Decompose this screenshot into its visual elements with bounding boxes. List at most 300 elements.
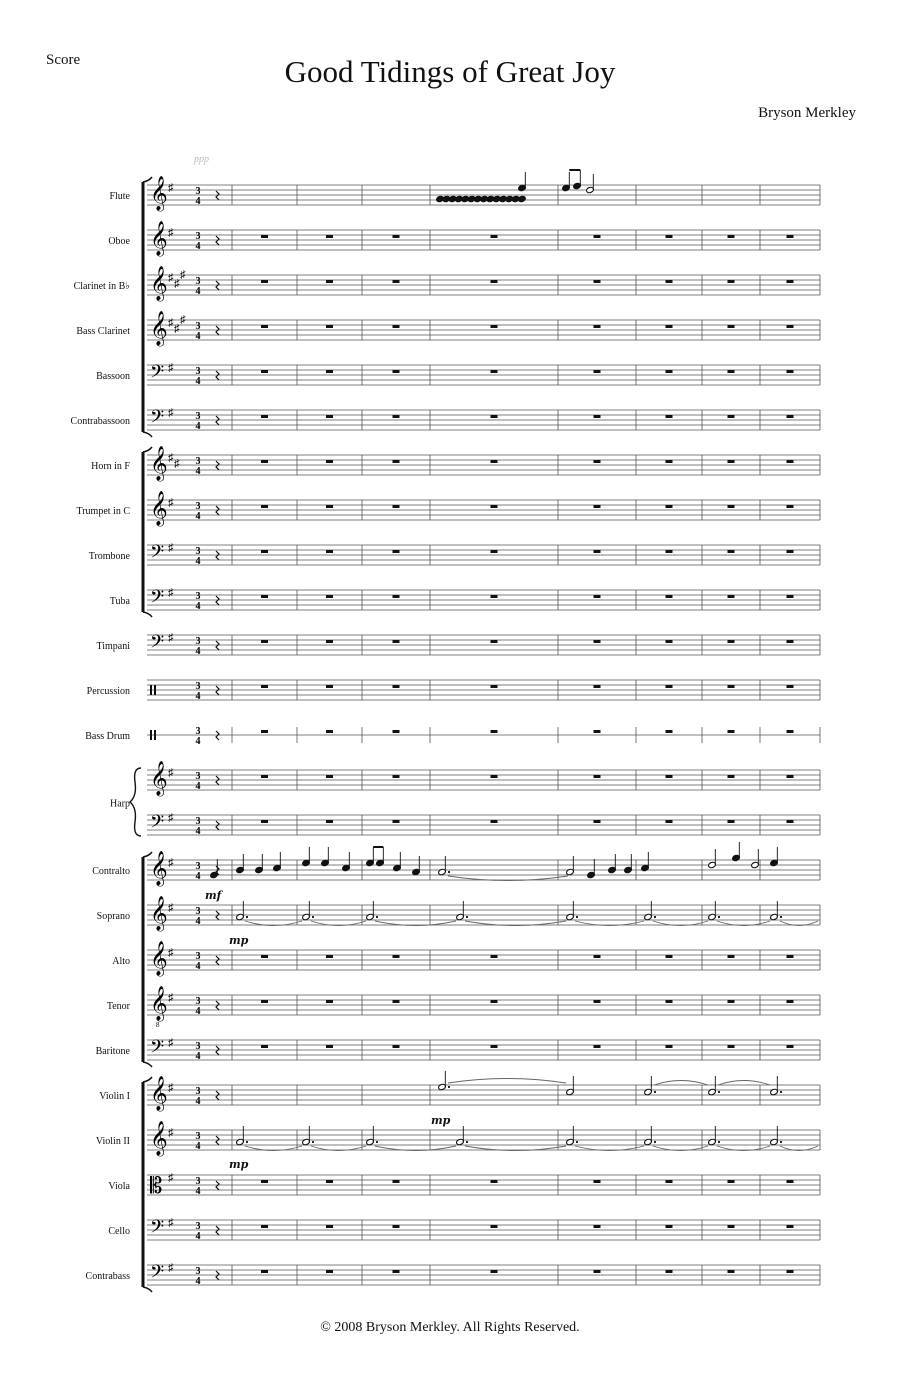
whole-rest-icon <box>491 775 498 778</box>
whole-rest-icon <box>261 325 268 328</box>
whole-rest-icon <box>393 370 400 373</box>
whole-rest-icon <box>594 370 601 373</box>
treble-clef-icon: 𝄞 <box>150 896 168 931</box>
time-signature-top: 3 <box>195 1086 201 1097</box>
treble-clef-icon: 𝄞 <box>150 491 168 526</box>
whole-rest-icon <box>491 370 498 373</box>
whole-rest-icon <box>393 1045 400 1048</box>
whole-rest-icon <box>261 955 268 958</box>
instrument-label: Trombone <box>88 551 130 562</box>
treble-clef-icon: 𝄞 <box>150 941 168 976</box>
whole-rest-icon <box>728 550 735 553</box>
time-signature-top: 3 <box>195 1221 201 1232</box>
time-signature-bottom: 4 <box>195 1006 201 1017</box>
treble-clef-icon: 𝄞 <box>150 446 168 481</box>
quarter-rest-icon <box>216 731 219 740</box>
whole-rest-icon <box>787 955 794 958</box>
staff-contrabass <box>86 1262 820 1287</box>
time-signature-top: 3 <box>195 906 201 917</box>
whole-rest-icon <box>594 595 601 598</box>
time-signature-top: 3 <box>195 591 201 602</box>
whole-rest-icon <box>666 595 673 598</box>
whole-rest-icon <box>728 1225 735 1228</box>
whole-rest-icon <box>326 775 333 778</box>
whole-rest-icon <box>326 235 333 238</box>
whole-rest-icon <box>666 775 673 778</box>
sharp-icon: ♯ <box>168 1037 174 1049</box>
quarter-rest-icon <box>216 416 219 425</box>
whole-rest-icon <box>491 595 498 598</box>
time-signature-top: 3 <box>195 276 201 287</box>
whole-rest-icon <box>491 685 498 688</box>
whole-rest-icon <box>594 1225 601 1228</box>
augmentation-dot <box>246 916 248 918</box>
staff-oboe <box>108 221 820 257</box>
staff-clarinet-in-b- <box>74 266 820 302</box>
whole-rest-icon <box>787 1045 794 1048</box>
score-label: Score <box>46 52 81 68</box>
time-signature-bottom: 4 <box>195 1051 201 1062</box>
instrument-label: Contrabass <box>85 1271 130 1282</box>
augmentation-dot <box>466 916 468 918</box>
staff-trombone <box>89 542 820 567</box>
treble-clef-icon: 𝄞 <box>150 851 168 886</box>
time-signature-bottom: 4 <box>195 466 201 477</box>
augmentation-dot <box>576 916 578 918</box>
time-signature-bottom: 4 <box>195 826 201 837</box>
instrument-label: Trumpet in C <box>76 506 130 517</box>
augmentation-dot <box>312 916 314 918</box>
whole-rest-icon <box>594 1000 601 1003</box>
whole-rest-icon <box>326 370 333 373</box>
instrument-label: Baritone <box>95 1046 130 1057</box>
whole-rest-icon <box>728 460 735 463</box>
whole-rest-icon <box>261 460 268 463</box>
staff-percussion <box>87 680 820 702</box>
whole-rest-icon <box>491 280 498 283</box>
quarter-rest-icon <box>216 1226 219 1235</box>
sharp-icon: ♯ <box>168 587 174 599</box>
whole-rest-icon <box>594 415 601 418</box>
whole-rest-icon <box>594 280 601 283</box>
quarter-rest-icon <box>216 956 219 965</box>
quarter-rest-icon <box>216 506 219 515</box>
whole-rest-icon <box>594 1180 601 1183</box>
staff-tenor <box>107 986 820 1029</box>
time-signature-top: 3 <box>195 456 201 467</box>
time-signature-bottom: 4 <box>195 1096 201 1107</box>
bass-clef-icon: 𝄢 <box>150 362 165 387</box>
quarter-rest-icon <box>216 1046 219 1055</box>
time-signature-bottom: 4 <box>195 286 201 297</box>
time-signature-bottom: 4 <box>195 556 201 567</box>
time-signature-bottom: 4 <box>195 241 201 252</box>
whole-rest-icon <box>787 1180 794 1183</box>
whole-rest-icon <box>728 325 735 328</box>
whole-rest-icon <box>787 820 794 823</box>
instrument-label: Alto <box>112 956 130 967</box>
whole-rest-icon <box>261 505 268 508</box>
whole-rest-icon <box>326 1000 333 1003</box>
augmentation-dot <box>780 916 782 918</box>
staff-harp-lower <box>147 812 820 837</box>
sharp-icon: ♯ <box>168 1082 174 1094</box>
whole-rest-icon <box>326 640 333 643</box>
instrument-label: Horn in F <box>91 461 130 472</box>
time-signature-bottom: 4 <box>195 1186 201 1197</box>
whole-rest-icon <box>393 235 400 238</box>
time-signature-bottom: 4 <box>195 961 201 972</box>
quarter-rest-icon <box>216 776 219 785</box>
time-signature-top: 3 <box>195 726 201 737</box>
staff-timpani <box>96 632 820 657</box>
whole-rest-icon <box>326 1270 333 1273</box>
whole-rest-icon <box>728 730 735 733</box>
time-signature-bottom: 4 <box>195 916 201 927</box>
treble-clef-icon: 𝄞 <box>150 311 168 346</box>
time-signature-top: 3 <box>195 1131 201 1142</box>
time-signature-top: 3 <box>195 546 201 557</box>
whole-rest-icon <box>728 595 735 598</box>
sharp-icon: ♯ <box>168 542 174 554</box>
whole-rest-icon <box>326 820 333 823</box>
whole-rest-icon <box>393 640 400 643</box>
whole-rest-icon <box>393 820 400 823</box>
whole-rest-icon <box>326 325 333 328</box>
sharp-icon: ♯ <box>180 314 186 326</box>
page-title: Good Tidings of Great Joy <box>284 54 616 89</box>
whole-rest-icon <box>728 415 735 418</box>
augmentation-dot <box>448 871 450 873</box>
instrument-label: Viola <box>108 1181 130 1192</box>
whole-rest-icon <box>261 640 268 643</box>
time-signature-bottom: 4 <box>195 331 201 342</box>
whole-rest-icon <box>787 685 794 688</box>
whole-rest-icon <box>261 730 268 733</box>
sharp-icon: ♯ <box>168 902 174 914</box>
time-signature-bottom: 4 <box>195 601 201 612</box>
whole-rest-icon <box>666 370 673 373</box>
whole-rest-icon <box>787 730 794 733</box>
bass-clef-icon: 𝄢 <box>150 587 165 612</box>
alto-clef-icon: 𝄡 <box>150 1174 163 1199</box>
whole-rest-icon <box>393 1180 400 1183</box>
choir-bracket-bottom <box>143 1062 152 1067</box>
whole-rest-icon <box>787 280 794 283</box>
whole-rest-icon <box>491 460 498 463</box>
sharp-icon: ♯ <box>180 269 186 281</box>
instrument-label: Tenor <box>106 1001 130 1012</box>
brass-bracket-bottom <box>143 612 152 617</box>
whole-rest-icon <box>261 370 268 373</box>
instrument-label: Bass Clarinet <box>76 326 130 337</box>
whole-rest-icon <box>594 775 601 778</box>
whole-rest-icon <box>393 505 400 508</box>
bass-clef-icon: 𝄢 <box>150 542 165 567</box>
whole-rest-icon <box>728 370 735 373</box>
whole-rest-icon <box>787 505 794 508</box>
augmentation-dot <box>780 1091 782 1093</box>
augmentation-dot <box>466 1141 468 1143</box>
whole-rest-icon <box>594 640 601 643</box>
violin2-dynamic-marking: mp <box>229 1158 249 1171</box>
quarter-rest-icon <box>216 1001 219 1010</box>
whole-rest-icon <box>666 280 673 283</box>
whole-rest-icon <box>666 1270 673 1273</box>
harp-brace <box>130 768 141 836</box>
whole-rest-icon <box>393 325 400 328</box>
augmentation-dot <box>654 916 656 918</box>
time-signature-bottom: 4 <box>195 1231 201 1242</box>
whole-rest-icon <box>787 460 794 463</box>
whole-rest-icon <box>326 1180 333 1183</box>
whole-rest-icon <box>393 1000 400 1003</box>
time-signature-bottom: 4 <box>195 421 201 432</box>
quarter-rest-icon <box>216 911 219 920</box>
augmentation-dot <box>448 1086 450 1088</box>
whole-rest-icon <box>261 1270 268 1273</box>
whole-rest-icon <box>728 640 735 643</box>
staff-flute <box>109 176 820 212</box>
sharp-icon: ♯ <box>168 992 174 1004</box>
time-signature-top: 3 <box>195 996 201 1007</box>
instrument-label: Bassoon <box>96 371 130 382</box>
instrument-label: Contralto <box>92 866 130 877</box>
sharp-icon: ♯ <box>168 857 174 869</box>
whole-rest-icon <box>491 1225 498 1228</box>
whole-rest-icon <box>326 550 333 553</box>
whole-rest-icon <box>326 685 333 688</box>
percussion-clef-icon <box>150 730 152 740</box>
staff-contrabassoon <box>71 407 820 432</box>
tie <box>654 1081 708 1086</box>
time-signature-top: 3 <box>195 501 201 512</box>
augmentation-dot <box>246 1141 248 1143</box>
whole-rest-icon <box>787 640 794 643</box>
instrument-label: Percussion <box>86 686 130 697</box>
whole-rest-icon <box>491 1270 498 1273</box>
treble-clef-icon: 𝄞 <box>150 761 168 796</box>
time-signature-top: 3 <box>195 816 201 827</box>
whole-rest-icon <box>326 1045 333 1048</box>
time-signature-top: 3 <box>195 321 201 332</box>
staff-contralto <box>92 851 820 887</box>
time-signature-bottom: 4 <box>195 691 201 702</box>
whole-rest-icon <box>393 550 400 553</box>
augmentation-dot <box>718 1141 720 1143</box>
flute-grace-note <box>518 195 527 202</box>
whole-rest-icon <box>261 775 268 778</box>
sharp-icon: ♯ <box>168 1217 174 1229</box>
whole-rest-icon <box>594 730 601 733</box>
string-bracket-bottom <box>143 1287 152 1292</box>
sharp-icon: ♯ <box>168 452 174 464</box>
whole-rest-icon <box>393 1225 400 1228</box>
whole-rest-icon <box>666 1045 673 1048</box>
treble-clef-icon: 𝄞 <box>150 1076 168 1111</box>
whole-rest-icon <box>261 550 268 553</box>
whole-rest-icon <box>594 325 601 328</box>
time-signature-top: 3 <box>195 771 201 782</box>
whole-rest-icon <box>491 1000 498 1003</box>
copyright-notice: © 2008 Bryson Merkley. All Rights Reserved. <box>320 1320 580 1335</box>
whole-rest-icon <box>491 820 498 823</box>
time-signature-top: 3 <box>195 636 201 647</box>
quarter-rest-icon <box>216 1181 219 1190</box>
instrument-label: Harp <box>110 798 130 810</box>
time-signature-top: 3 <box>195 681 201 692</box>
tie <box>448 1079 566 1084</box>
instrument-label: Flute <box>109 191 130 202</box>
time-signature-bottom: 4 <box>195 871 201 882</box>
whole-rest-icon <box>594 550 601 553</box>
staff-trumpet-in-c <box>76 491 820 527</box>
whole-rest-icon <box>594 820 601 823</box>
whole-rest-icon <box>261 595 268 598</box>
whole-rest-icon <box>787 1225 794 1228</box>
whole-rest-icon <box>491 415 498 418</box>
staff-bass-clarinet <box>76 311 820 347</box>
staff-bassoon <box>96 362 820 387</box>
time-signature-bottom: 4 <box>195 196 201 207</box>
whole-rest-icon <box>728 1180 735 1183</box>
whole-rest-icon <box>491 730 498 733</box>
whole-rest-icon <box>666 325 673 328</box>
augmentation-dot <box>654 1141 656 1143</box>
whole-rest-icon <box>326 505 333 508</box>
whole-rest-icon <box>666 505 673 508</box>
sharp-icon: ♯ <box>168 947 174 959</box>
sharp-icon: ♯ <box>168 1172 174 1184</box>
quarter-rest-icon <box>216 686 219 695</box>
whole-rest-icon <box>594 955 601 958</box>
whole-rest-icon <box>261 280 268 283</box>
contralto-dynamic-marking: mf <box>205 889 222 902</box>
sharp-icon: ♯ <box>168 767 174 779</box>
staff-alto <box>112 941 820 977</box>
bass-clef-icon: 𝄢 <box>150 632 165 657</box>
whole-rest-icon <box>491 1045 498 1048</box>
whole-rest-icon <box>666 235 673 238</box>
whole-rest-icon <box>787 1000 794 1003</box>
percussion-clef-icon <box>150 685 152 695</box>
sharp-icon: ♯ <box>168 182 174 194</box>
time-signature-top: 3 <box>195 951 201 962</box>
woodwind-bracket-bottom <box>143 432 152 437</box>
whole-rest-icon <box>326 955 333 958</box>
quarter-rest-icon <box>216 236 219 245</box>
time-signature-bottom: 4 <box>195 736 201 747</box>
whole-rest-icon <box>666 730 673 733</box>
bass-clef-icon: 𝄢 <box>150 407 165 432</box>
quarter-rest-icon <box>216 1271 219 1280</box>
whole-rest-icon <box>326 730 333 733</box>
bass-clef-icon: 𝄢 <box>150 1217 165 1242</box>
instrument-label: Timpani <box>96 641 130 652</box>
violin1-dynamic-marking: mp <box>431 1114 451 1127</box>
quarter-rest-icon <box>216 596 219 605</box>
whole-rest-icon <box>728 280 735 283</box>
time-signature-top: 3 <box>195 1266 201 1277</box>
whole-rest-icon <box>326 280 333 283</box>
augmentation-dot <box>576 1141 578 1143</box>
quarter-rest-icon <box>216 641 219 650</box>
whole-rest-icon <box>594 460 601 463</box>
sharp-icon: ♯ <box>174 278 180 290</box>
whole-rest-icon <box>393 685 400 688</box>
whole-rest-icon <box>393 595 400 598</box>
whole-rest-icon <box>594 1045 601 1048</box>
whole-rest-icon <box>787 595 794 598</box>
sharp-icon: ♯ <box>174 323 180 335</box>
sharp-icon: ♯ <box>174 458 180 470</box>
time-signature-top: 3 <box>195 186 201 197</box>
sharp-icon: ♯ <box>168 812 174 824</box>
sharp-icon: ♯ <box>168 317 174 329</box>
composer-name: Bryson Merkley <box>758 105 856 121</box>
sharp-icon: ♯ <box>168 362 174 374</box>
whole-rest-icon <box>594 505 601 508</box>
whole-rest-icon <box>261 1180 268 1183</box>
time-signature-bottom: 4 <box>195 511 201 522</box>
whole-rest-icon <box>491 1180 498 1183</box>
whole-rest-icon <box>666 1180 673 1183</box>
quarter-rest-icon <box>216 551 219 560</box>
whole-rest-icon <box>666 1000 673 1003</box>
whole-rest-icon <box>491 550 498 553</box>
whole-rest-icon <box>326 1225 333 1228</box>
whole-rest-icon <box>261 685 268 688</box>
whole-rest-icon <box>393 775 400 778</box>
whole-rest-icon <box>728 235 735 238</box>
whole-rest-icon <box>728 955 735 958</box>
quarter-rest-icon <box>216 1136 219 1145</box>
whole-rest-icon <box>728 1270 735 1273</box>
whole-rest-icon <box>261 415 268 418</box>
soprano-dynamic-marking: mp <box>229 934 249 947</box>
whole-rest-icon <box>326 415 333 418</box>
instrument-label: Oboe <box>108 236 130 247</box>
augmentation-dot <box>312 1141 314 1143</box>
whole-rest-icon <box>787 775 794 778</box>
instrument-label: Tuba <box>109 596 130 607</box>
time-signature-top: 3 <box>195 411 201 422</box>
whole-rest-icon <box>787 415 794 418</box>
time-signature-bottom: 4 <box>195 646 201 657</box>
quarter-rest-icon <box>216 821 219 830</box>
sharp-icon: ♯ <box>168 272 174 284</box>
flute-dynamic-marking: ppp <box>194 154 209 165</box>
whole-rest-icon <box>666 415 673 418</box>
augmentation-dot <box>654 1091 656 1093</box>
whole-rest-icon <box>728 1000 735 1003</box>
whole-rest-icon <box>393 730 400 733</box>
quarter-rest-icon <box>216 1091 219 1100</box>
whole-rest-icon <box>787 1270 794 1273</box>
whole-rest-icon <box>261 1045 268 1048</box>
sharp-icon: ♯ <box>168 497 174 509</box>
percussion-clef-icon <box>154 730 156 740</box>
whole-rest-icon <box>261 235 268 238</box>
treble8-clef-icon: 𝄞 <box>150 986 168 1021</box>
sharp-icon: ♯ <box>168 1127 174 1139</box>
time-signature-bottom: 4 <box>195 1141 201 1152</box>
instrument-label: Clarinet in B♭ <box>73 281 130 292</box>
staff-harp <box>110 761 820 810</box>
quarter-rest-icon <box>216 371 219 380</box>
whole-rest-icon <box>491 640 498 643</box>
whole-rest-icon <box>787 370 794 373</box>
